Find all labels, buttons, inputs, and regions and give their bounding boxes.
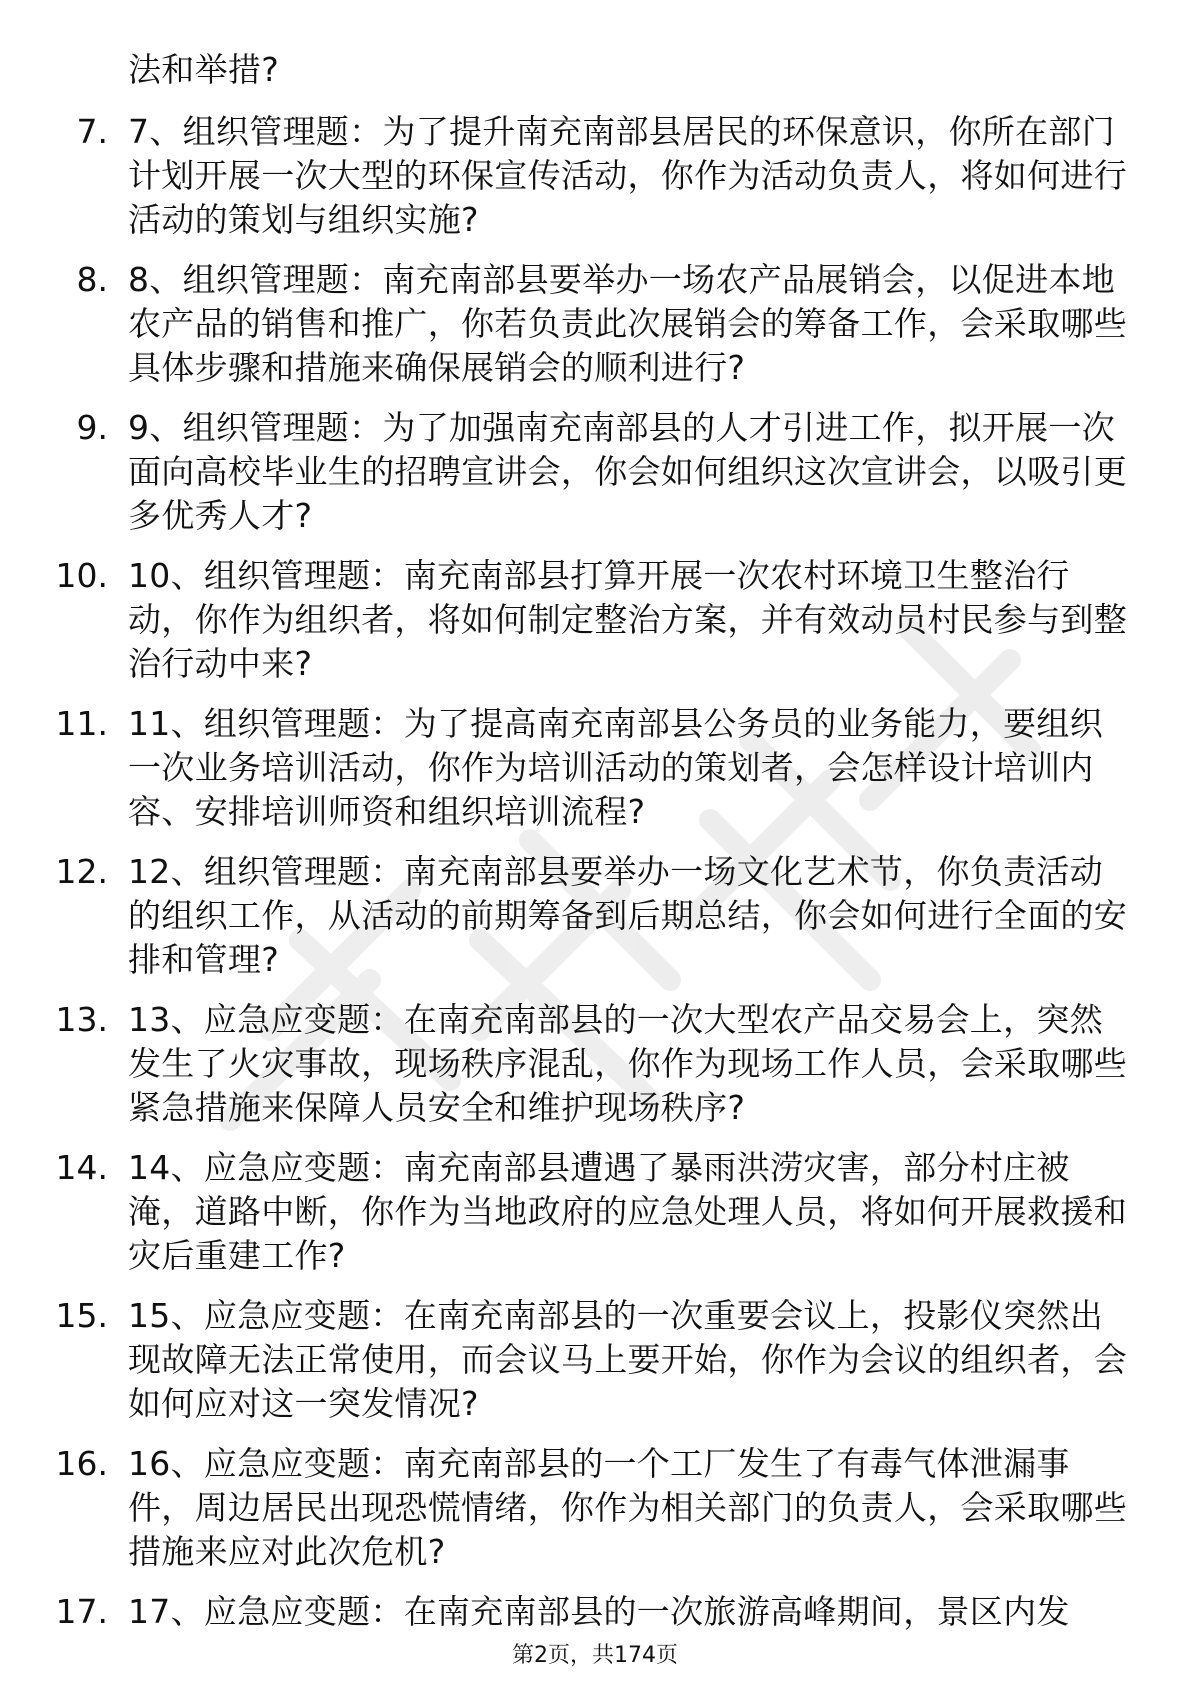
question-number: 9. xyxy=(76,408,108,447)
question-number: 11. xyxy=(55,704,108,743)
question-text: 15、应急应变题：在南充南部县的一次重要会议上，投影仪突然出现故障无法正常使用，而会议马上要开始，你作为会议的组织者，会如何应对这一突发情况? xyxy=(128,1296,1127,1423)
question-item xyxy=(0,850,1190,982)
question-number: 12. xyxy=(55,852,108,891)
question-text: 8、组织管理题：南充南部县要举办一场农产品展销会，以促进本地农产品的销售和推广，你若负责此次展销会的筹备工作，会采取哪些具体步骤和措施来确保展销会的顺利进行? xyxy=(128,260,1127,387)
question-number: 17. xyxy=(55,1592,108,1631)
question-number: 7. xyxy=(76,112,108,151)
question-item xyxy=(0,1294,1190,1426)
question-item xyxy=(0,258,1190,390)
question-text: 12、组织管理题：南充南部县要举办一场文化艺术节，你负责活动的组织工作，从活动的前期筹备到后期总结，你会如何进行全面的安排和管理? xyxy=(128,852,1127,979)
question-number: 13. xyxy=(55,1000,108,1039)
question-number: 14. xyxy=(55,1148,108,1187)
question-item xyxy=(0,998,1190,1130)
question-number: 10. xyxy=(55,556,108,595)
question-list-section xyxy=(0,48,1190,1650)
question-text: 17、应急应变题：在南充南部县的一次旅游高峰期间，景区内发 xyxy=(128,1592,1070,1631)
question-number: 15. xyxy=(55,1296,108,1335)
question-item xyxy=(0,554,1190,686)
question-text: 13、应急应变题：在南充南部县的一次大型农产品交易会上，突然发生了火灾事故，现场秩序混乱，你作为现场工作人员，会采取哪些紧急措施来保障人员安全和维护现场秩序? xyxy=(128,1000,1127,1127)
question-item xyxy=(0,1442,1190,1574)
question-item xyxy=(0,1590,1190,1634)
question-text: 9、组织管理题：为了加强南充南部县的人才引进工作，拟开展一次面向高校毕业生的招聘宣讲会，你会如何组织这次宣讲会，以吸引更多优秀人才? xyxy=(128,408,1127,535)
question-text: 14、应急应变题：南充南部县遭遇了暴雨洪涝灾害，部分村庄被淹，道路中断，你作为当地政府的应急处理人员，将如何开展救援和灾后重建工作? xyxy=(128,1148,1127,1275)
question-text: 7、组织管理题：为了提升南充南部县居民的环保意识，你所在部门计划开展一次大型的环保宣传活动，你作为活动负责人，将如何进行活动的策划与组织实施? xyxy=(128,112,1127,239)
question-item xyxy=(0,702,1190,834)
question-item xyxy=(0,110,1190,242)
question-item xyxy=(0,1146,1190,1278)
question-list xyxy=(0,110,1190,1634)
continuation-text: 法和举措? xyxy=(128,50,280,89)
page-footer: 第2页，共174页 xyxy=(512,1643,678,1668)
question-text: 11、组织管理题：为了提高南充南部县公务员的业务能力，要组织一次业务培训活动，你作为培训活动的策划者，会怎样设计培训内容、安排培训师资和组织培训流程? xyxy=(128,704,1103,831)
question-number: 16. xyxy=(55,1444,108,1483)
question-text: 16、应急应变题：南充南部县的一个工厂发生了有毒气体泄漏事件，周边居民出现恐慌情绪，你作为相关部门的负责人，会采取哪些措施来应对此次危机? xyxy=(128,1444,1127,1571)
question-item xyxy=(0,406,1190,538)
question-number: 8. xyxy=(76,260,108,299)
question-text: 10、组织管理题：南充南部县打算开展一次农村环境卫生整治行动，你作为组织者，将如何制定整治方案，并有效动员村民参与到整治行动中来? xyxy=(128,556,1127,683)
